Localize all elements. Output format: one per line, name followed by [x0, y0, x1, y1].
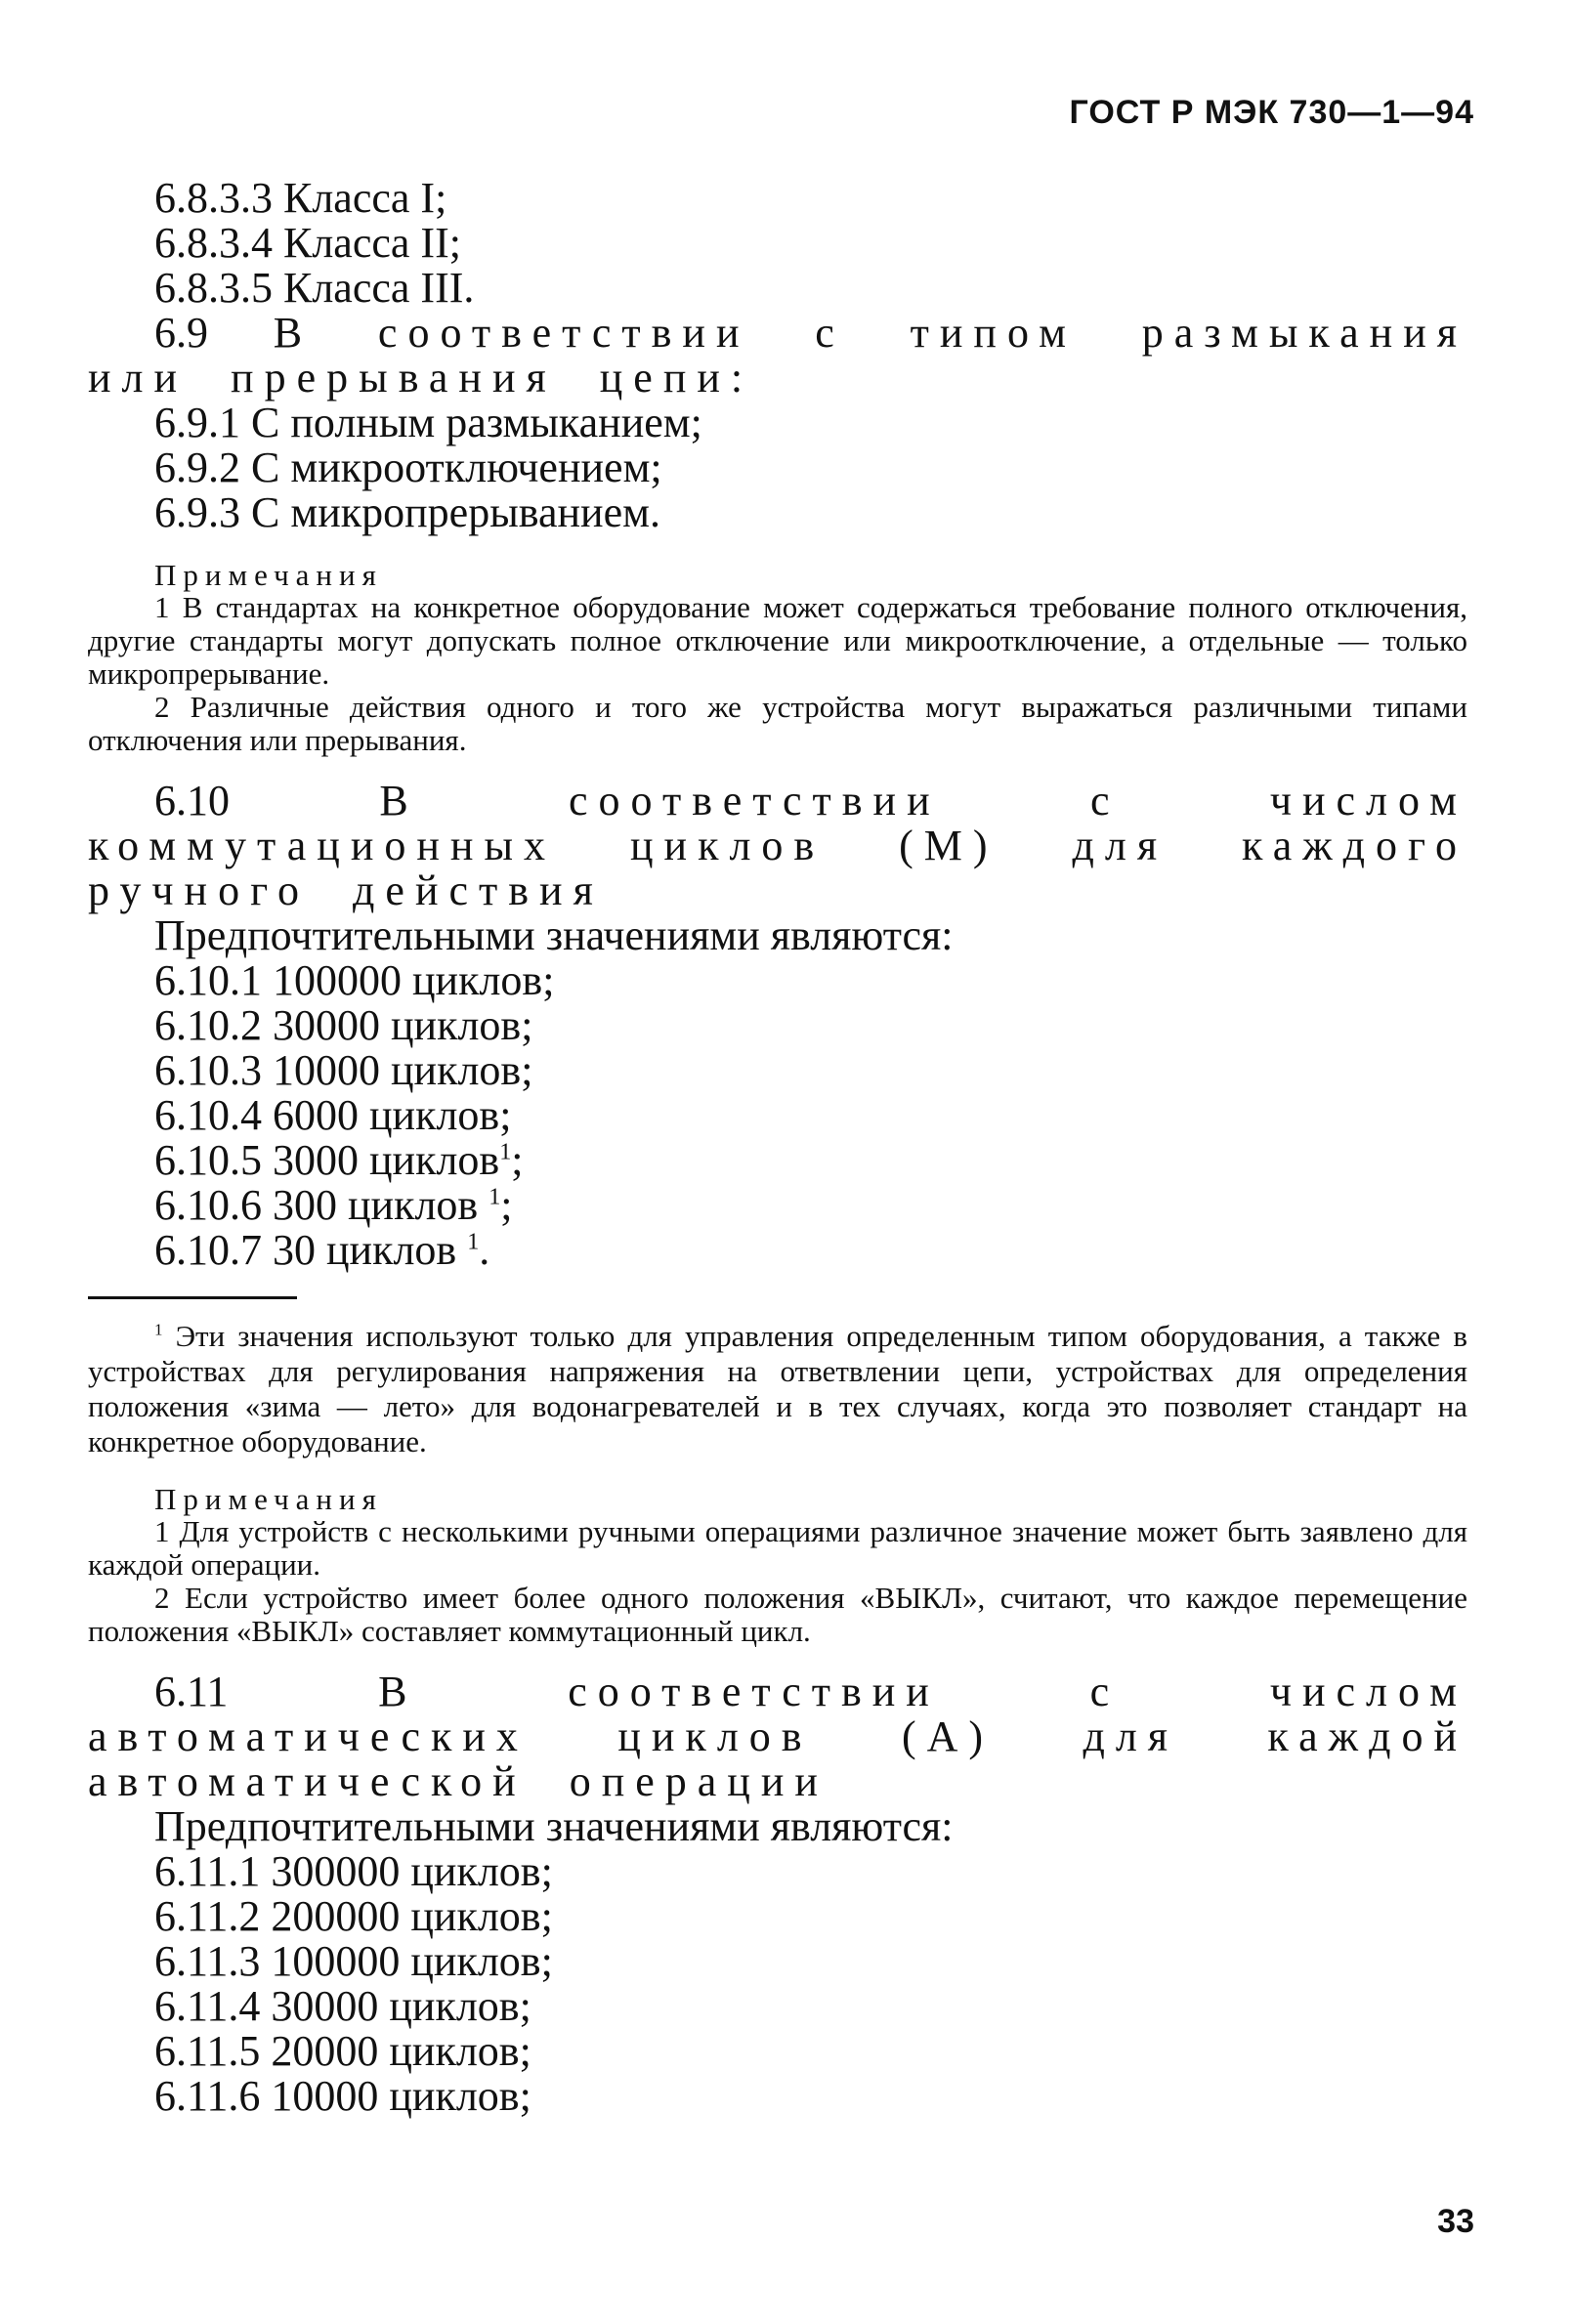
list-item-6-11-2: 6.11.2 200000 циклов;	[154, 1892, 553, 1940]
lead-text: Предпочтительными значениями являются:	[154, 911, 954, 959]
footnote-ref: 1	[489, 1183, 501, 1210]
section-6-9-heading	[88, 311, 1467, 401]
lead-text: Предпочтительными значениями являются:	[154, 1802, 954, 1850]
list-item-6-10-3: 6.10.3 10000 циклов;	[154, 1046, 533, 1094]
list-item-6-10-5: 6.10.5 3000 циклов$^1$;	[154, 1136, 524, 1184]
list-item-6-10-7: 6.10.7 30 циклов $^1$.	[154, 1226, 490, 1274]
list-item-6-11-1: 6.11.1 300000 циклов;	[154, 1847, 553, 1895]
notes-title: Примечания	[154, 1482, 383, 1516]
list-item-6-11-5: 6.11.5 20000 циклов;	[154, 2027, 531, 2075]
list-item-6-11-3: 6.11.3 100000 циклов;	[154, 1937, 553, 1985]
document-header: ГОСТ Р МЭК 730—1—94	[1069, 94, 1474, 131]
footnote-ref: 1	[467, 1228, 480, 1255]
footnote: $^1$ Эти значения используют только для управления определенным типом оборудования, а также в устройствах для регулирования напряжения на ответвлении цепи, устройствах для определения положения «зима — лето» для водонагревателей и в тех случаях, когда это позволяет стандарт на конкретное оборудование.	[88, 1319, 1467, 1458]
footnote-divider	[88, 1296, 297, 1299]
list-item-6-10-6: 6.10.6 300 циклов $^1$;	[154, 1181, 513, 1229]
section-number: 6.11	[154, 1668, 229, 1715]
page-body	[88, 176, 1467, 2119]
note-item: 1 Для устройств с несколькими ручными операциями различное значение может быть заявлено для каждой операции.	[88, 1514, 1467, 1582]
section-title: В соответствии с числом коммутационных циклов (М) для каждого ручного действия	[88, 777, 1468, 914]
section-6-11-heading	[88, 1669, 1467, 1804]
section-title: В соответствии с числом автоматических циклов (А) для каждой автоматической операции	[88, 1668, 1468, 1805]
list-item-6-10-1: 6.10.1 100000 циклов;	[154, 956, 555, 1004]
note-item: 2 Если устройство имеет более одного положения «ВЫКЛ», считают, что каждое перемещение положения «ВЫКЛ» составляет коммутационный цикл.	[88, 1581, 1467, 1648]
section-title: В соответствии с типом размыкания или прерывания цепи:	[88, 309, 1467, 401]
list-item-6-8-3-5: 6.8.3.5 Классa III.	[154, 264, 475, 312]
notes-title: Примечания	[154, 558, 383, 592]
list-item-6-8-3-3: 6.8.3.3 Классa I;	[154, 174, 447, 222]
list-item-6-9-3: 6.9.3 С микропрерыванием.	[154, 488, 660, 536]
section-6-10-heading	[88, 779, 1467, 913]
list-item-6-11-6: 6.11.6 10000 циклов;	[154, 2072, 531, 2120]
footnote-mark: 1	[154, 1320, 163, 1339]
list-item-6-9-1: 6.9.1 С полным размыканием;	[154, 399, 702, 446]
list-item-6-11-4: 6.11.4 30000 циклов;	[154, 1982, 531, 2030]
list-item-6-10-2: 6.10.2 30000 циклов;	[154, 1001, 533, 1049]
note-item: 1 В стандартах на конкретное оборудование может содержаться требование полного отключения, другие стандарты могут допускать полное отключение или микроотключение, а отдельные — только микропрерывание.	[88, 590, 1467, 691]
footnote-ref: 1	[499, 1138, 512, 1165]
list-item-6-9-2: 6.9.2 С микроотключением;	[154, 444, 662, 491]
section-number: 6.10	[154, 777, 230, 824]
note-item: 2 Различные действия одного и того же устройства могут выражаться различными типами отключения или прерывания.	[88, 690, 1467, 757]
page-number: 33	[1437, 2203, 1474, 2240]
list-item-6-8-3-4: 6.8.3.4 Классa II;	[154, 219, 461, 267]
list-item-6-10-4: 6.10.4 6000 циклов;	[154, 1091, 512, 1139]
section-number: 6.9	[154, 309, 208, 357]
